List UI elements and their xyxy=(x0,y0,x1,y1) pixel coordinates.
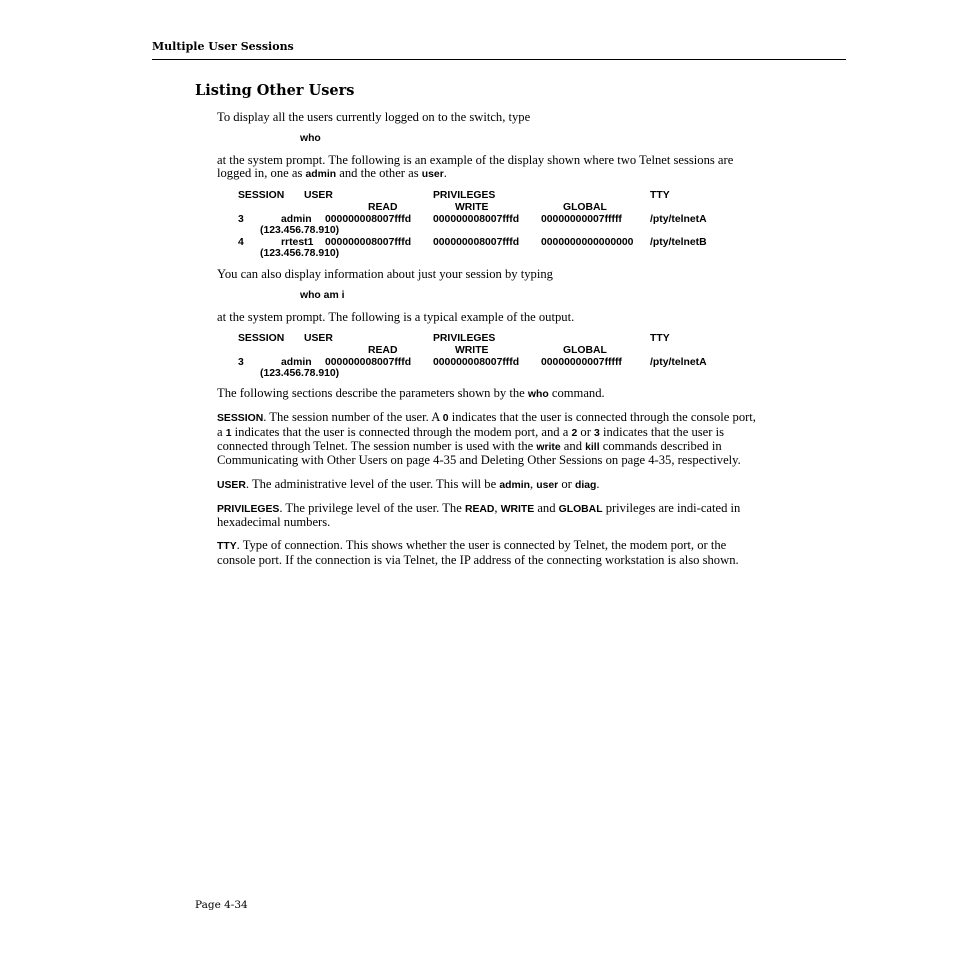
term-user: USER xyxy=(217,479,246,491)
page-number: Page 4-34 xyxy=(195,899,248,911)
code-admin: admin xyxy=(305,168,337,180)
table-row-session: 3 xyxy=(238,357,244,369)
after-whoami-paragraph: at the system prompt. The following is a typical example of the output. xyxy=(217,309,575,324)
col-header-user: USER xyxy=(304,333,333,345)
table-row-global: 0000000000000000 xyxy=(541,237,634,249)
code-kill: kill xyxy=(585,441,600,453)
col-subheader-global: GLOBAL xyxy=(563,345,607,357)
intro-paragraph: To display all the users currently logged on to the switch, type xyxy=(217,110,531,124)
table-row-ip: (123.456.78.910) xyxy=(260,368,340,380)
tty-definition: TTY. Type of connection. This shows whether the user is connected by Telnet, the modem port, or the console port. If the connection is via Telnet, the IP address of the connecting workstation is also shown. xyxy=(217,538,739,567)
table-row-user: admin xyxy=(281,357,312,369)
col-header-user: USER xyxy=(304,190,333,202)
table-row-user: rrtest1 xyxy=(281,237,314,249)
col-subheader-read: READ xyxy=(368,345,398,357)
table-row-write: 000000008007fffd xyxy=(433,357,520,369)
user-definition: USER. The administrative level of the user. This will be admin, user or diag. xyxy=(217,476,600,491)
params-intro-paragraph: The following sections describe the parameters shown by the who command. xyxy=(217,386,605,401)
table-row-tty: /pty/telnetA xyxy=(650,214,707,226)
table-row-read: 000000008007fffd xyxy=(325,357,412,369)
table-row-read: 000000008007fffd xyxy=(325,237,412,249)
session-definition: SESSION. The session number of the user. A 0 indicates that the user is connected through the console port, a 1 indicates that the user is connected through the modem port, and a 2 or 3 indicates that the user is connected through Telnet. The session number is used with the write and kill commands described in Communicating with Other Users on page 4-35 and Deleting Other Sessions on page 4-35, respectively. xyxy=(217,410,756,468)
privileges-definition: PRIVILEGES. The privilege level of the user. The READ, WRITE and GLOBAL privileges are indi-cated in hexadecimal numbers. xyxy=(217,500,741,530)
table-row-write: 000000008007fffd xyxy=(433,214,520,226)
col-header-session: SESSION xyxy=(238,333,285,345)
col-header-privileges: PRIVILEGES xyxy=(433,333,496,345)
col-subheader-write: WRITE xyxy=(455,345,489,357)
section-heading: Listing Other Users xyxy=(195,82,355,99)
term-session: SESSION xyxy=(217,413,264,425)
whoami-command: who am i xyxy=(300,290,345,302)
table-row-global: 00000000007fffff xyxy=(541,357,622,369)
term-privileges: PRIVILEGES xyxy=(217,503,280,515)
table-row-tty: /pty/telnetA xyxy=(650,357,707,369)
table-row-ip: (123.456.78.910) xyxy=(260,225,340,237)
col-subheader-write: WRITE xyxy=(455,202,489,214)
header-rule xyxy=(152,59,846,60)
col-subheader-read: READ xyxy=(368,202,398,214)
code-who: who xyxy=(527,389,549,401)
after-who-paragraph: at the system prompt. The following is an example of the display shown where two Telnet sessions are logged in, one as admin and the other as user. xyxy=(217,152,734,180)
table-row-ip: (123.456.78.910) xyxy=(260,248,340,260)
whoami-output-table xyxy=(238,332,757,378)
col-header-tty: TTY xyxy=(650,333,670,345)
table-row-user: admin xyxy=(281,214,312,226)
table-row-write: 000000008007fffd xyxy=(433,237,520,249)
table-row-session: 3 xyxy=(238,214,244,226)
body-text xyxy=(217,111,757,567)
table-row-global: 00000000007fffff xyxy=(541,214,622,226)
col-subheader-global: GLOBAL xyxy=(563,202,607,214)
who-command: who xyxy=(300,133,321,145)
col-header-tty: TTY xyxy=(650,190,670,202)
who-output-table xyxy=(238,189,757,259)
whoami-paragraph: You can also display information about just your session by typing xyxy=(217,267,553,282)
table-row-tty: /pty/telnetB xyxy=(650,237,707,249)
table-row-session: 4 xyxy=(238,237,244,249)
col-header-session: SESSION xyxy=(238,190,285,202)
col-header-privileges: PRIVILEGES xyxy=(433,190,496,202)
running-header: Multiple User Sessions xyxy=(152,40,294,53)
code-user: user xyxy=(421,168,444,180)
term-tty: TTY xyxy=(217,541,237,553)
code-write: write xyxy=(536,441,561,453)
table-row-read: 000000008007fffd xyxy=(325,214,412,226)
